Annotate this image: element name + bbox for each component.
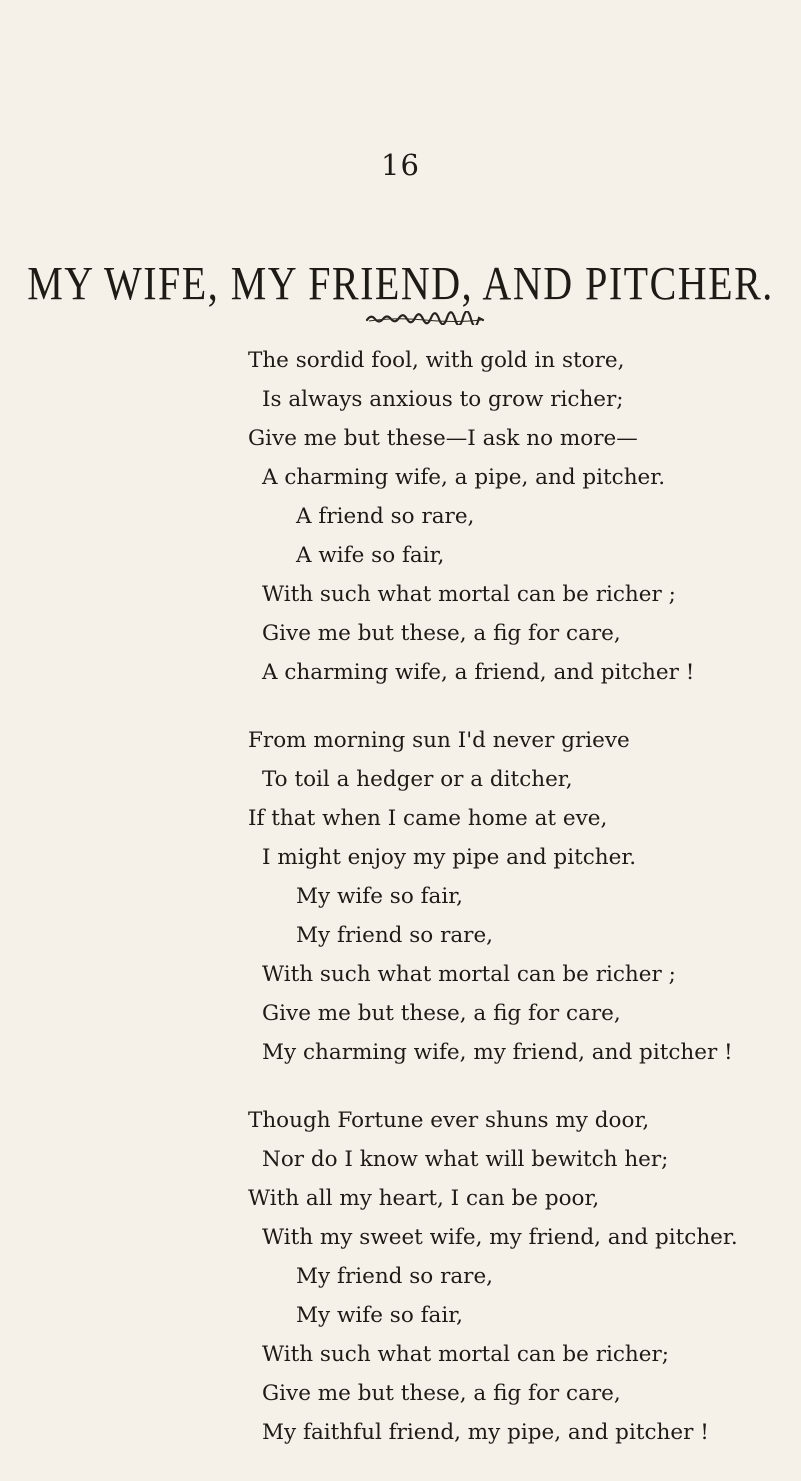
poem-line: A friend so rare, [296,504,475,529]
poem-line: My wife so fair, [296,1303,464,1328]
poem-line: Give me but these, a fig for care, [262,1381,621,1406]
poem-line: Though Fortune ever shuns my door, [248,1108,650,1133]
poem-line: Is always anxious to grow richer; [262,387,624,412]
poem-line: From morning sun I'd never grieve [248,728,630,753]
stanza-3 [0,1101,801,1452]
poem-line: With my sweet wife, my friend, and pitcher. [262,1225,738,1250]
poem-line: To toil a hedger or a ditcher, [262,767,573,792]
poem [0,341,801,1481]
poem-line: Give me but these, a fig for care, [262,1001,621,1026]
poem-line: With all my heart, I can be poor, [248,1186,600,1211]
page-number: 16 [381,148,420,182]
poem-line: My charming wife, my friend, and pitcher ! [262,1040,733,1065]
poem-line: A charming wife, a friend, and pitcher ! [262,660,695,685]
poem-line: Give me but these, a fig for care, [262,621,621,646]
poem-line: Give me but these—I ask no more— [248,426,638,451]
poem-line: If that when I came home at eve, [248,806,608,831]
poem-line: My friend so rare, [296,923,494,948]
poem-line: A charming wife, a pipe, and pitcher. [262,465,666,490]
ornament-divider [365,311,485,325]
stanza-1 [0,341,801,692]
poem-line: With such what mortal can be richer; [262,1342,669,1367]
poem-line: My friend so rare, [296,1264,494,1289]
poem-line: I might enjoy my pipe and pitcher. [262,845,637,870]
poem-line: The sordid fool, with gold in store, [248,348,625,373]
poem-line: A wife so fair, [296,543,445,568]
poem-line: My wife so fair, [296,884,464,909]
poem-line: With such what mortal can be richer ; [262,582,676,607]
page-title: MY WIFE, MY FRIEND, AND PITCHER. [27,257,774,311]
poem-line: My faithful friend, my pipe, and pitcher ! [262,1420,709,1445]
poem-line: With such what mortal can be richer ; [262,962,676,987]
poem-line: Nor do I know what will bewitch her; [262,1147,669,1172]
stanza-2 [0,721,801,1072]
